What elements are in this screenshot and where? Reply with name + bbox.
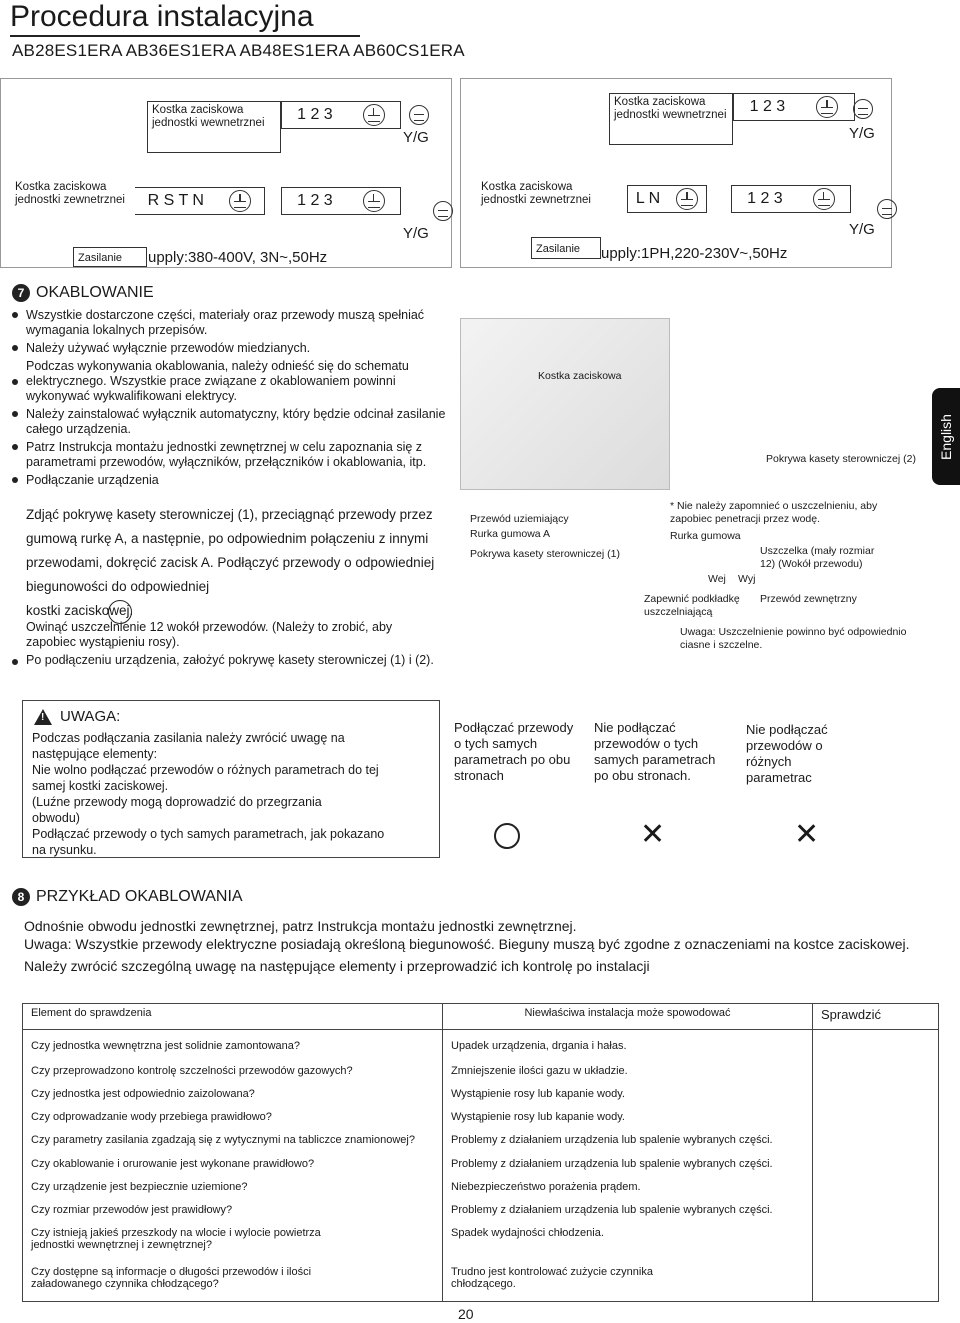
page-number: 20: [458, 1306, 474, 1322]
step-line: gumową rurkę A, a następnie, po odpowiednim połączeniu z innymi: [26, 531, 429, 546]
list-item: Należy używać wyłącznie przewodów miedzianych.: [26, 341, 446, 356]
terminal-numbers: 1 2 3: [297, 106, 333, 123]
outdoor-terminal-block: [731, 185, 851, 213]
photo-label-uszczelka: Uszczelka (mały rozmiar 12) (Wokół przewodu): [760, 545, 875, 570]
column-header: Element do sprawdzenia: [23, 1004, 443, 1030]
terminal-numbers: 1 2 3: [749, 98, 786, 115]
power-terminal-block: [135, 187, 265, 215]
title-underline: [10, 35, 360, 37]
table-row: Czy odprowadzanie wody przebiega prawidłowo? Wystąpienie rosy lub kapanie wody.: [23, 1108, 939, 1131]
ln-labels: L N: [635, 190, 661, 207]
installation-photo: [460, 318, 670, 490]
page-title: Procedura instalacyjna: [10, 0, 314, 33]
photo-label-przewod-zew: Przewód zewnętrzny: [760, 593, 857, 605]
table-row: Czy przeprowadzono kontrolę szczelności przewodów gazowych? Zmniejszenie ilości gazu w układzie.: [23, 1062, 939, 1085]
supply-label: Zasilanie: [73, 247, 147, 267]
ground-icon: [363, 190, 385, 212]
case-wrong-1: Nie podłączać przewodów o tych samych parametrach po obu stronach.: [594, 720, 716, 783]
photo-label-rurka: Rurka gumowa: [670, 530, 741, 542]
ground-icon: [433, 201, 453, 221]
seal-note: * Nie należy zapomnieć o uszczelnieniu, aby zapobiec penetracji przez wodę.: [670, 500, 878, 525]
final-step: Po podłączeniu urządzenia, założyć pokrywę kasety sterowniczej (1) i (2).: [26, 653, 446, 668]
table-row: Czy rozmiar przewodów jest prawidłowy? Problemy z działaniem urządzenia lub spalenie wybranych części.: [23, 1201, 939, 1224]
step-line: Zdjąć pokrywę kasety sterowniczej (1), przeciągnąć przewody przez: [26, 507, 433, 522]
photo-label-pokrywa2: Pokrywa kasety sterowniczej (2): [766, 453, 916, 465]
installation-check-table: [22, 1003, 939, 1302]
supply-label: Zasilanie: [531, 237, 601, 259]
table-header-row: [23, 1004, 939, 1030]
case-wrong-2: Nie podłączać przewodów o różnych parametrac: [746, 722, 828, 785]
table-row: Czy jednostka wewnętrzna jest solidnie zamontowana? Upadek urządzenia, drgania i hałas.: [23, 1030, 939, 1062]
wiring-bullets: [26, 308, 446, 488]
list-item: Wszystkie dostarczone części, materiały oraz przewody muszą spełniać wymagania lokalnych przepisów.: [26, 308, 446, 338]
correct-circle-icon: [494, 823, 520, 849]
wrong-x-icon: ✕: [640, 818, 666, 851]
power-terminal-block: [627, 185, 707, 213]
indoor-terminal-label: Kostka zaciskowa jednostki wewnetrznei: [147, 101, 281, 153]
column-header: Niewłaściwa instalacja może spowodować: [443, 1004, 813, 1030]
wrong-x-icon: ✕: [794, 818, 820, 851]
terminal-numbers: 1 2 3: [297, 192, 333, 209]
list-item: Patrz Instrukcja montażu jednostki zewnętrznej w celu zapoznania się z parametrami przewodów, wyłączników, przełączników i okablowania, itp.: [26, 440, 446, 470]
yg-label: Y/G: [403, 225, 429, 242]
ground-icon: [853, 99, 873, 119]
warning-icon: [34, 709, 52, 725]
ground-icon: [816, 96, 838, 118]
yg-label: Y/G: [849, 125, 875, 142]
yg-label: Y/G: [403, 129, 429, 146]
section-8-heading: [12, 888, 243, 906]
photo-note-tight: Uwaga: Uszczelnienie powinno być odpowiednio ciasne i szczelne.: [680, 626, 907, 651]
step-line: biegunowości do odpowiedniej: [26, 579, 210, 594]
warning-heading: !UWAGA:: [34, 708, 120, 725]
table-row: Czy urządzenie jest bezpiecznie uziemione? Niebezpieczeństwo porażenia prądem.: [23, 1178, 939, 1201]
list-item: Należy zainstalować wyłącznik automatyczny, który będzie odcinał zasilanie całego urządzenia.: [26, 407, 446, 437]
ground-icon: [229, 190, 251, 212]
rstn-labels: R S T N: [147, 192, 204, 209]
photo-label-rurka-a: Rurka gumowa A: [470, 528, 550, 540]
table-row: Czy dostępne są informacje o długości przewodów i ilości załadowanego czynnika chłodzącego? Trudno jest kontrolować zużycie czynnika chłodzącego.: [23, 1263, 939, 1302]
step-line: kostki zaciskowej.: [26, 603, 134, 618]
ground-icon: [813, 188, 835, 210]
connection-steps: [26, 503, 456, 623]
outdoor-terminal-label: Kostka zaciskowa jednostki zewnetrznei: [477, 179, 601, 231]
section-title: PRZYKŁAD OKABLOWANIA: [36, 888, 243, 906]
photo-label-pokrywa1: Pokrywa kasety sterowniczej (1): [470, 548, 620, 560]
supply-spec-1ph: upply:1PH,220-230V~,50Hz: [601, 245, 788, 262]
ground-icon: [409, 105, 429, 125]
terminal-numbers: 1 2 3: [747, 190, 783, 207]
yg-label: Y/G: [849, 221, 875, 238]
indoor-terminal-block: [281, 101, 401, 129]
supply-spec-3ph: upply:380-400V, 3N~,50Hz: [148, 249, 328, 266]
model-list: AB28ES1ERA AB36ES1ERA AB48ES1ERA AB60CS1ERA: [12, 41, 465, 60]
wiring-diagram-3ph: [0, 78, 452, 268]
photo-label-ground: Przewód uziemiający: [470, 513, 569, 525]
warning-text: Podczas podłączania zasilania należy zwrócić uwagę na następujące elementy: Nie wolno podłączać przewodów o różnych parametrach do tej samej kostki zaciskowej. (Luźne przewody mogą doprowadzić do przegrzania obwodu) Podłączać przewody o tych samych parametrach, jak pokazano na rysunku.: [32, 731, 385, 857]
photo-label-kostka: Kostka zaciskowa: [538, 370, 622, 382]
table-row: Czy okablowanie i orurowanie jest wykonane prawidłowo? Problemy z działaniem urządzenia lub spalenie wybranych części.: [23, 1155, 939, 1178]
ground-icon: [877, 199, 897, 219]
wiring-diagram-1ph: [460, 78, 892, 268]
indoor-terminal-label: Kostka zaciskowa jednostki wewnetrznei: [609, 93, 733, 145]
ground-icon: [363, 104, 385, 126]
outdoor-terminal-block: [281, 187, 401, 215]
list-item: Podłączanie urządzenia: [26, 473, 446, 488]
photo-label-wej: Wej: [708, 573, 726, 585]
table-row: Czy istnieją jakieś przeszkody na wlocie i wylocie powietrza jednostki wewnętrznej i zewnętrznej? Spadek wydajności chłodzenia.: [23, 1224, 939, 1263]
table-row: Czy parametry zasilania zgadzają się z wytycznymi na tabliczce znamionowej? Problemy z działaniem urządzenia lub spalenie wybranych części.: [23, 1131, 939, 1155]
step-line: przewodami, dokręcić zacisk A. Podłączyć przewody o odpowiedniej: [26, 555, 435, 570]
wrap-note: Owinąć uszczelnienie 12 wokół przewodów. (Należy to zrobić, aby zapobiec wystąpieniu rosy).: [26, 620, 393, 649]
section-8-text: Odnośnie obwodu jednostki zewnętrznej, patrz Instrukcja montażu jednostki zewnętrznej. Uwaga: Wszystkie przewody elektryczne posiadają określoną biegunowość. Bieguny muszą być zgodne z oznaczeniami na kostce zaciskowej. Należy zwrócić szczególną uwagę na następujące elementy i przeprowadzić ich kontrolę po instalacji: [24, 918, 910, 974]
section-7-heading: [12, 284, 154, 302]
section-number: 7: [12, 284, 30, 302]
photo-label-wyj: Wyj: [738, 573, 756, 585]
column-header: Sprawdzić: [813, 1004, 939, 1030]
case-correct: Podłączać przewody o tych samych parametrach po obu stronach: [454, 720, 574, 783]
table-row: Czy jednostka jest odpowiednio zaizolowana? Wystąpienie rosy lub kapanie wody.: [23, 1085, 939, 1108]
language-tab: English: [932, 388, 960, 485]
outdoor-terminal-label: Kostka zaciskowa jednostki zewnetrznei: [11, 179, 135, 231]
photo-label-podkladka: Zapewnić podkładkę uszczelniającą: [644, 593, 740, 618]
section-number: 8: [12, 888, 30, 906]
list-item: Podczas wykonywania okablowania, należy odnieść się do schematu elektrycznego. Wszystkie prace związane z okablowaniem powinni wykonywać wykwalifikowani elektrycy.: [26, 359, 446, 404]
section-title: OKABLOWANIE: [36, 284, 154, 302]
ground-icon: [676, 188, 698, 210]
indoor-terminal-block: [733, 93, 855, 121]
